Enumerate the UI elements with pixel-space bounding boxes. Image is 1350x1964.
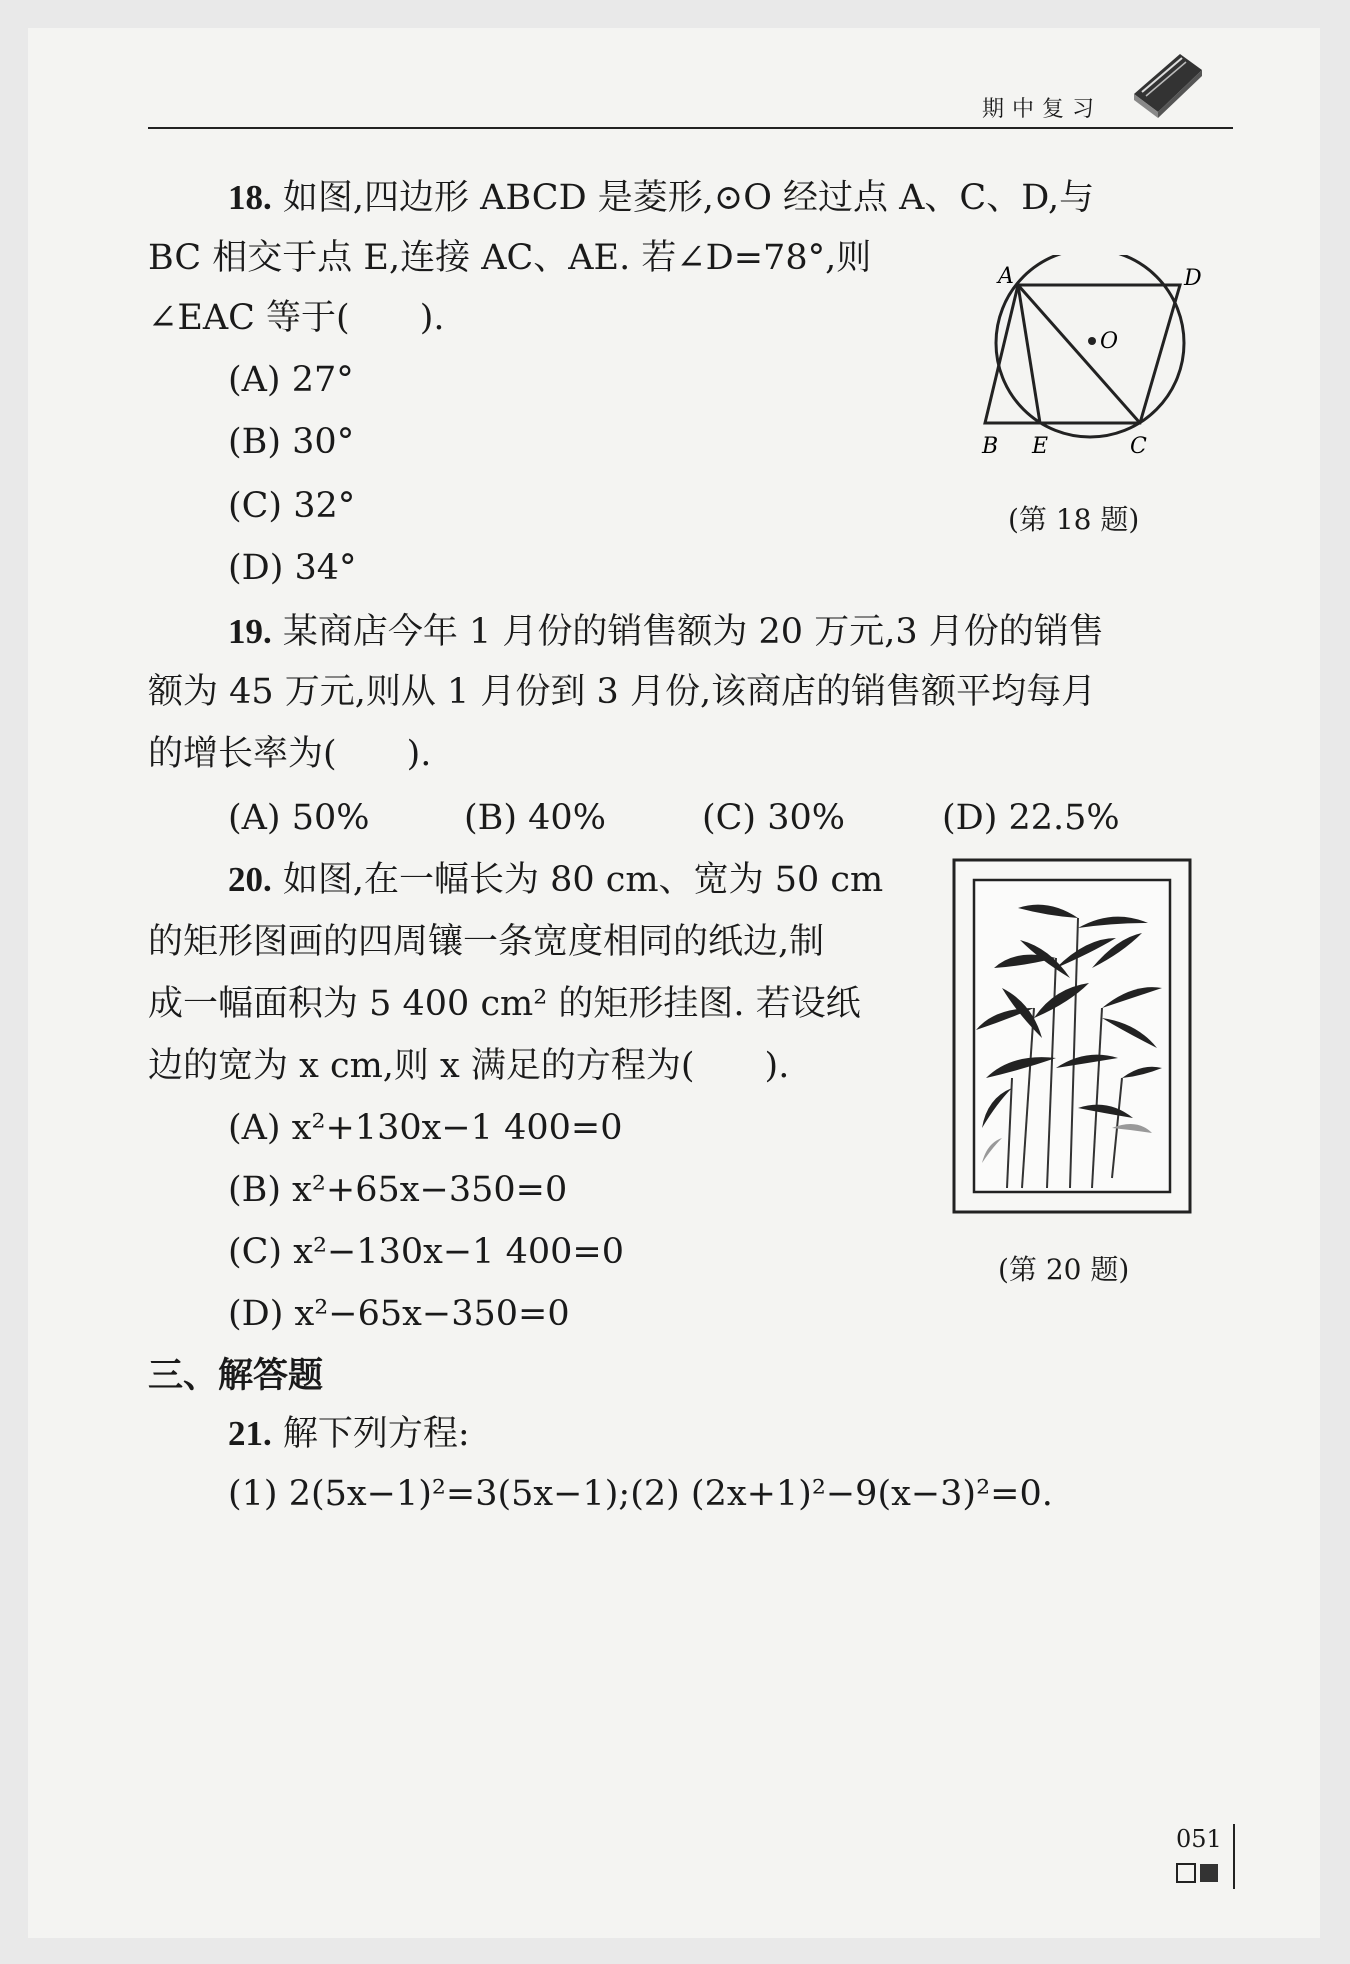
q19-option-b: (B) 40% [464,798,606,838]
q20-option-b: (B) x²+65x−350=0 [228,1170,568,1210]
q18-option-a: (A) 27° [228,360,354,400]
label-e: E [1032,434,1049,459]
circle-o [996,255,1184,437]
q20-line1 [148,858,883,902]
q20-text1: 如图,在一幅长为 80 cm、宽为 50 cm [282,860,884,900]
q18-line1 [148,176,1094,220]
label-d: D [1184,266,1202,291]
q19-option-a: (A) 50% [228,798,370,838]
q18-option-b: (B) 30° [228,422,355,462]
label-o: O [1100,329,1119,354]
page-number-bar [1233,1824,1235,1889]
q18-figure [970,255,1210,465]
q18-line2: BC 相交于点 E,连接 AC、AE. 若∠D=78°,则 [148,238,872,278]
q20-caption: (第 20 题) [998,1253,1130,1286]
q20-number: 20. [228,860,272,899]
q18-option-c: (C) 32° [228,486,356,526]
q20-option-a: (A) x²+130x−1 400=0 [228,1108,623,1148]
label-b: B [982,434,999,459]
header-rule [148,127,1233,129]
q20-line2: 的矩形图画的四周镶一条宽度相同的纸边,制 [148,922,825,962]
q19-line3: 的增长率为( ). [148,734,432,774]
q21-number: 21. [228,1414,272,1453]
q19-text1: 某商店今年 1 月份的销售额为 20 万元,3 月份的销售 [282,612,1104,652]
label-a: A [998,264,1014,289]
q19-line2: 额为 45 万元,则从 1 月份到 3 月份,该商店的销售额平均每月 [148,672,1097,712]
q18-caption: (第 18 题) [1008,503,1140,536]
section3-title: 三、解答题 [148,1355,324,1396]
center-dot [1088,337,1096,345]
q20-line4: 边的宽为 x cm,则 x 满足的方程为( ). [148,1046,790,1086]
q19-line1 [148,610,1104,654]
q19-option-d: (D) 22.5% [942,798,1120,838]
q19-number: 19. [228,612,272,651]
page-number: 051 [1176,1825,1222,1853]
q20-line3: 成一幅面积为 5 400 cm² 的矩形挂图. 若设纸 [148,984,861,1024]
q18-number: 18. [228,178,272,217]
q18-text1: 如图,四边形 ABCD 是菱形,⊙O 经过点 A、C、D,与 [282,178,1095,218]
q19-option-c: (C) 30% [702,798,846,838]
q21-line2: (1) 2(5x−1)²=3(5x−1);(2) (2x+1)²−9(x−3)²=0. [228,1474,1053,1514]
page-marks-icon [1176,1862,1226,1884]
book-icon [1128,42,1208,122]
label-c: C [1130,434,1147,459]
header-section-title: 期中复习 [982,97,1103,122]
q20-option-d: (D) x²−65x−350=0 [228,1294,570,1334]
rhombus-abcd [985,285,1180,423]
q18-line3: ∠EAC 等于( ). [148,298,445,338]
q20-bamboo-painting-figure [952,858,1192,1214]
q21-line1 [148,1412,470,1456]
q18-option-d: (D) 34° [228,548,357,588]
q21-text1: 解下列方程: [282,1414,470,1454]
q20-option-c: (C) x²−130x−1 400=0 [228,1232,624,1272]
